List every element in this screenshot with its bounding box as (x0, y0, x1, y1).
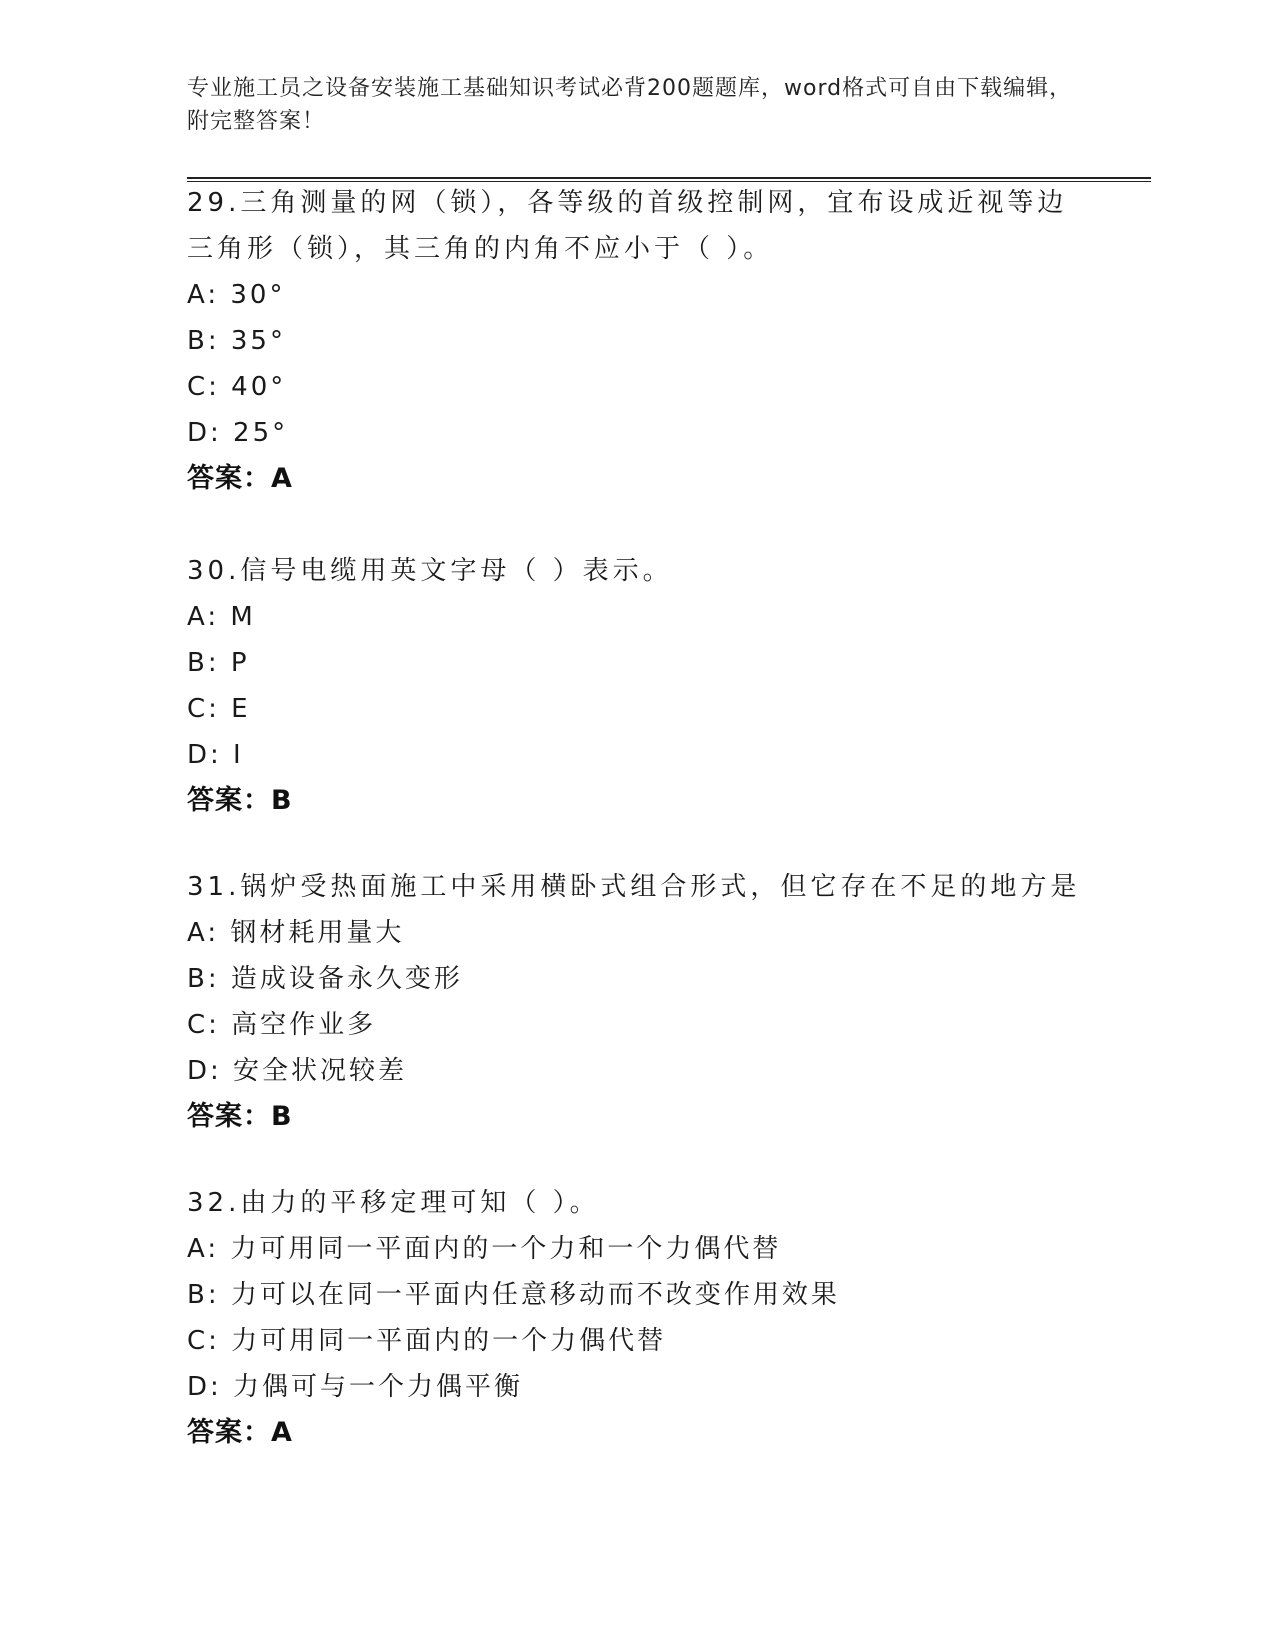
option-b: B: 35° (187, 326, 286, 356)
question-text: 31.锅炉受热面施工中采用横卧式组合形式，但它存在不足的地方是 (187, 872, 1081, 902)
option-b: B: P (187, 648, 250, 678)
question-text: 30.信号电缆用英文字母（ ）表示。 (187, 556, 673, 586)
option-d: D: 力偶可与一个力偶平衡 (187, 1372, 524, 1402)
option-a: A: 钢材耗用量大 (187, 918, 405, 948)
question-text: 32.由力的平移定理可知（ ）。 (187, 1188, 600, 1218)
option-c: C: 40° (187, 372, 287, 402)
option-a: A: M (187, 602, 256, 632)
answer: 答案：B (187, 785, 293, 816)
option-d: D: 25° (187, 418, 289, 448)
option-d: D: I (187, 740, 244, 770)
question-29 (187, 180, 1087, 502)
option-c: C: 力可用同一平面内的一个力偶代替 (187, 1326, 667, 1356)
option-b: B: 造成设备永久变形 (187, 964, 463, 994)
document-header: 专业施工员之设备安装施工基础知识考试必背200题题库，word格式可自由下载编辑，附完整答案！ (187, 76, 1073, 134)
option-c: C: E (187, 694, 251, 724)
option-a: A: 30° (187, 280, 286, 310)
option-a: A: 力可用同一平面内的一个力和一个力偶代替 (187, 1234, 782, 1264)
option-d: D: 安全状况较差 (187, 1056, 408, 1086)
question-32 (187, 1180, 1087, 1456)
answer: 答案：A (187, 463, 293, 494)
question-31 (187, 864, 1087, 1140)
question-text: 29.三角测量的网（锁），各等级的首级控制网，宜布设成近视等边三角形（锁），其三角的内角不应小于（ ）。 (187, 188, 1068, 264)
option-b: B: 力可以在同一平面内任意移动而不改变作用效果 (187, 1280, 840, 1310)
answer: 答案：B (187, 1101, 293, 1132)
option-c: C: 高空作业多 (187, 1010, 377, 1040)
answer: 答案：A (187, 1417, 293, 1448)
question-30 (187, 548, 1087, 824)
